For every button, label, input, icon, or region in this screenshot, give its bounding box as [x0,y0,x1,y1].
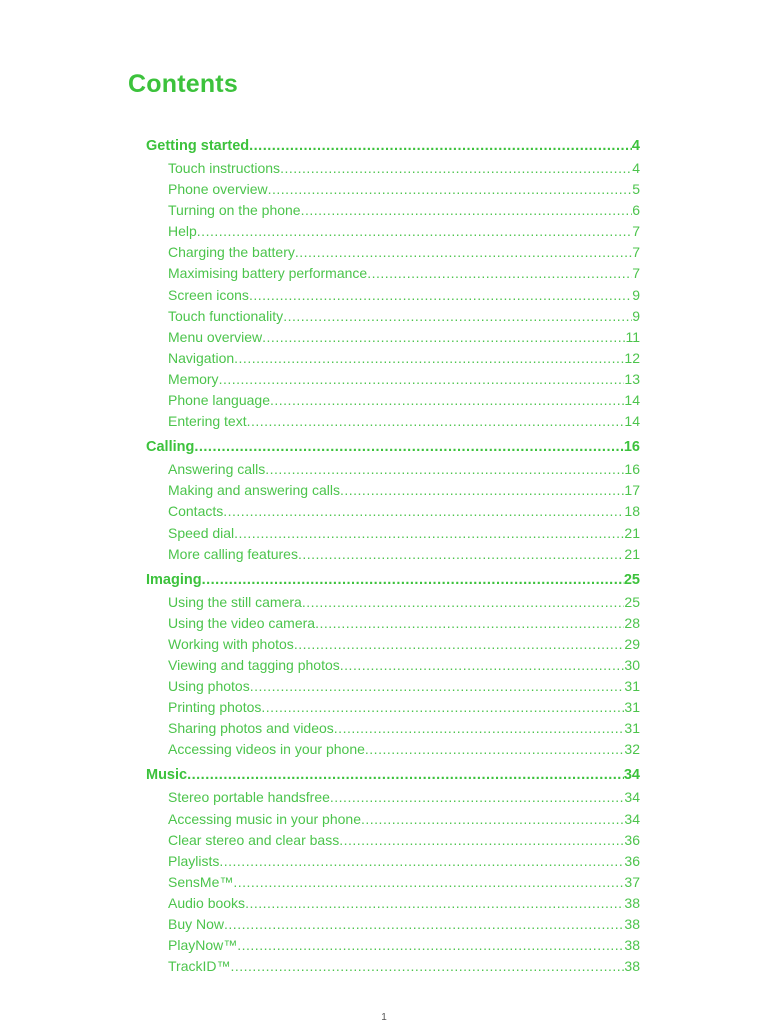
toc-section-page: 4 [631,138,640,154]
toc-entry-page: 28 [624,614,640,631]
toc-entry-title: Accessing music in your phone [168,810,361,827]
toc-entry[interactable] [146,223,640,244]
toc-entry[interactable] [146,413,640,434]
toc-entry-page: 30 [624,656,640,673]
dot-leader [219,371,625,387]
dot-leader [261,699,624,715]
dot-leader [334,720,625,736]
toc-entry[interactable] [146,853,640,874]
dot-leader [250,678,625,694]
toc-entry[interactable] [146,392,640,413]
dot-leader [233,874,624,890]
toc-section-heading[interactable] [146,572,640,594]
toc-entry[interactable] [146,546,640,567]
toc-entry-title: TrackID™ [168,958,231,975]
dot-leader [234,525,624,541]
toc-entry[interactable] [146,895,640,916]
toc-entry-title: Stereo portable handsfree [168,789,330,806]
dot-leader [202,572,624,588]
dot-leader [294,636,625,652]
toc-entry[interactable] [146,594,640,615]
toc-entry-title: Playlists [168,852,220,869]
dot-leader [234,350,624,366]
table-of-contents [146,138,640,984]
toc-entry-title: Using photos [168,678,250,695]
dot-leader [280,160,632,176]
toc-entry[interactable] [146,720,640,741]
toc-entry-page: 12 [624,349,640,366]
toc-entry-title: Navigation [168,349,235,366]
dot-leader [197,223,632,239]
toc-entry[interactable] [146,678,640,699]
toc-entry-title: Using the still camera [168,593,302,610]
toc-entry-title: Working with photos [168,635,294,652]
toc-entry-page: 31 [624,678,640,695]
toc-entry-page: 37 [624,873,640,890]
dot-leader [187,767,624,783]
toc-entry-title: Charging the battery [168,244,295,261]
toc-section [146,572,640,763]
dot-leader [219,853,624,869]
toc-entry-page: 38 [624,958,640,975]
toc-entry-title: Buy Now [168,916,225,932]
toc-entry-page: 18 [624,503,640,520]
toc-entry-title: Sharing photos and videos [168,720,334,737]
toc-entry-title: Maximising battery performance [168,265,368,282]
toc-section-title: Imaging [146,571,202,588]
toc-entry-title: Answering calls [168,461,266,478]
dot-leader [270,392,624,408]
toc-entry-page: 36 [624,831,640,848]
toc-section-title: Getting started [146,138,250,154]
dot-leader [249,138,632,154]
toc-entry-page: 21 [624,524,640,541]
toc-section-heading[interactable] [146,439,640,461]
dot-leader [224,916,624,932]
toc-entry[interactable] [146,350,640,371]
dot-leader [249,287,632,303]
dot-leader [268,181,633,197]
toc-entry-page: 6 [632,202,640,219]
toc-entry[interactable] [146,482,640,503]
toc-entry-title: Entering text [168,413,247,430]
dot-leader [365,741,625,757]
toc-entry-page: 34 [624,810,640,827]
toc-entry[interactable] [146,160,640,181]
toc-entry-page: 9 [632,307,640,324]
page-number: 1 [381,1012,387,1023]
toc-section-page: 16 [623,439,640,456]
toc-entry[interactable] [146,287,640,308]
dot-leader [247,413,625,429]
toc-entry[interactable] [146,636,640,657]
toc-entry-page: 7 [632,223,640,240]
toc-entry-page: 11 [625,328,640,345]
toc-entry-page: 16 [624,461,640,478]
toc-entry[interactable] [146,958,640,979]
toc-entry-title: Clear stereo and clear bass [168,831,340,848]
dot-leader [230,958,624,974]
toc-entry[interactable] [146,202,640,223]
toc-entry[interactable] [146,916,640,937]
toc-entry-title: Printing photos [168,699,262,716]
toc-entry[interactable] [146,461,640,482]
dot-leader [340,657,625,673]
dot-leader [339,832,624,848]
dot-leader [361,811,624,827]
page-title: Contents [128,70,238,98]
dot-leader [265,461,624,477]
toc-entry-title: Viewing and tagging photos [168,656,340,673]
toc-entry-page: 5 [632,181,640,198]
toc-entry-title: Touch functionality [168,307,284,324]
toc-entry-title: Memory [168,370,219,387]
dot-leader [223,503,624,519]
dot-leader [301,202,633,218]
toc-entry-page: 31 [624,699,640,716]
toc-entry[interactable] [146,244,640,265]
toc-entry-title: Phone overview [168,181,268,198]
toc-entry[interactable] [146,265,640,286]
toc-entry[interactable] [146,525,640,546]
dot-leader [245,895,624,911]
dot-leader [194,439,624,455]
toc-entry-title: Accessing videos in your phone [168,741,365,758]
toc-entry[interactable] [146,503,640,524]
toc-entry-page: 34 [624,789,640,806]
toc-section-page: 25 [623,571,640,588]
toc-entry[interactable] [146,181,640,202]
toc-entry[interactable] [146,937,640,958]
toc-entry[interactable] [146,741,640,762]
toc-entry-page: 25 [624,593,640,610]
toc-entry-page: 38 [624,916,640,932]
toc-entry-page: 21 [624,545,640,562]
dot-leader [283,308,632,324]
dot-leader [295,244,632,260]
toc-entry[interactable] [146,329,640,350]
toc-entry-page: 36 [624,852,640,869]
toc-section-title: Music [146,767,188,784]
toc-entry[interactable] [146,371,640,392]
toc-entry-page: 32 [624,741,640,758]
dot-leader [237,937,624,953]
toc-entry-page: 38 [624,894,640,911]
toc-section [146,439,640,566]
toc-entry[interactable] [146,832,640,853]
dot-leader [367,265,632,281]
dot-leader [340,482,624,498]
toc-entry-title: Speed dial [168,524,235,541]
dot-leader [315,615,624,631]
toc-entry[interactable] [146,615,640,636]
toc-entry-title: Using the video camera [168,614,316,631]
toc-entry-title: Audio books [168,894,246,911]
dot-leader [298,546,624,562]
toc-entry-title: Help [168,223,197,240]
toc-entry-title: SensMe™ [168,873,234,890]
toc-entry-title: Touch instructions [168,160,281,176]
toc-entry-page: 13 [624,370,640,387]
toc-entry-page: 14 [624,413,640,430]
dot-leader [330,789,625,805]
toc-entry[interactable] [146,789,640,810]
dot-leader [262,329,625,345]
toc-entry-page: 29 [624,635,640,652]
toc-section-heading[interactable] [146,138,640,160]
toc-entry-page: 7 [632,244,640,261]
toc-entry-page: 38 [624,937,640,954]
toc-entry[interactable] [146,308,640,329]
toc-entry-page: 17 [624,482,640,499]
toc-entry[interactable] [146,657,640,678]
toc-entry-title: PlayNow™ [168,937,238,954]
toc-entry-page: 31 [624,720,640,737]
toc-entry-title: Making and answering calls [168,482,340,499]
toc-section-page: 34 [623,767,640,784]
toc-section [146,767,640,979]
toc-entry-page: 9 [632,286,640,303]
toc-entry-page: 7 [632,265,640,282]
toc-entry-page: 4 [632,160,640,176]
toc-entry[interactable] [146,699,640,720]
toc-entry[interactable] [146,874,640,895]
toc-entry-page: 14 [624,392,640,409]
toc-entry-title: Screen icons [168,286,249,303]
toc-entry-title: Phone language [168,392,270,409]
toc-section-title: Calling [146,439,195,456]
toc-entry-title: More calling features [168,545,298,562]
toc-section-heading[interactable] [146,767,640,789]
toc-section [146,138,640,434]
toc-entry-title: Turning on the phone [168,202,301,219]
toc-entry-title: Contacts [168,503,224,520]
toc-entry[interactable] [146,811,640,832]
toc-entry-title: Menu overview [168,328,263,345]
dot-leader [302,594,625,610]
